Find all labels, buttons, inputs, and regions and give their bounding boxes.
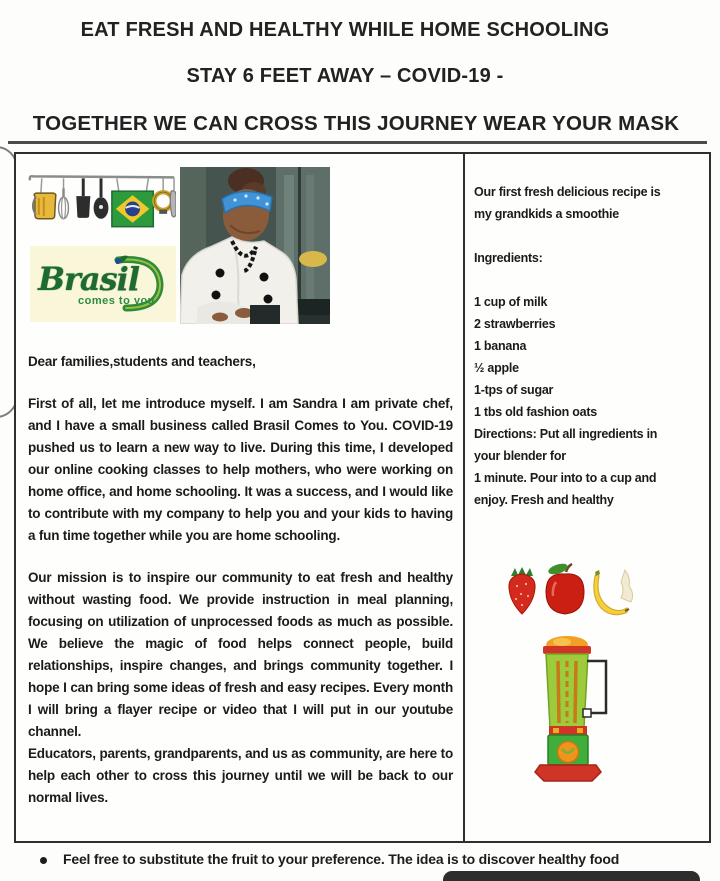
header-line-2: STAY 6 FEET AWAY – COVID-19 -	[186, 65, 504, 87]
strawberry-icon	[505, 566, 539, 618]
brasil-logo	[30, 246, 176, 322]
apple-icon	[544, 562, 586, 618]
directions-line: your blender for	[474, 449, 566, 463]
left-column	[16, 154, 465, 841]
recipe-intro-line: Our first fresh delicious recipe is	[474, 185, 661, 199]
ingredients-label: Ingredients:	[474, 251, 543, 265]
footer-note	[40, 851, 619, 867]
directions-line: Directions: Put all ingredients in	[474, 427, 658, 441]
blender-icon	[522, 631, 614, 785]
header-line-1: EAT FRESH AND HEALTHY WHILE HOME SCHOOLING	[80, 19, 610, 41]
banana-icon	[591, 568, 637, 618]
bullet-dot	[40, 857, 47, 864]
ingredient-item: 1-tps of sugar	[474, 383, 554, 397]
letter-text	[28, 351, 453, 809]
ingredient-item: ½ apple	[474, 361, 519, 375]
ingredient-item: 2 strawberries	[474, 317, 556, 331]
footer-note-text: Feel free to substitute the fruit to your preference. The idea is to discover healthy food	[63, 851, 620, 867]
logo-brand-text: Brasil	[38, 260, 139, 298]
header-line-3: TOGETHER WE CAN CROSS THIS JOURNEY WEAR YOUR MASK	[32, 112, 680, 135]
chef-photo	[180, 167, 330, 324]
letter-paragraph-3: Educators, parents, grandparents, and us as community, are here to help each other to cross this journey until we will be back to our normal lives.	[28, 746, 453, 805]
content-table	[14, 152, 711, 843]
directions-line: 1 minute. Pour into to a cup and	[474, 471, 657, 485]
ingredient-item: 1 banana	[474, 339, 527, 353]
letter-salutation: Dear families,students and teachers,	[28, 354, 256, 369]
fruit-images	[505, 562, 637, 618]
letter-paragraph-1: First of all, let me introduce myself. I am Sandra I am private chef, and I have a small business called Brasil Comes to You. COVID-19 pushed us to learn a new way to live. During this time, I developed our online cooking classes to help mothers, who were working on home office, and home schooling. It was a success, and I would like to contribute with my company to help you and your kids to having a fun time together while you are home schooling.	[28, 396, 453, 543]
letter-paragraph-2: Our mission is to inspire our community to eat fresh and healthy without wasting food. We provide instruction in meal planning, focusing on utilization of unprocessed foods as much as possible. We believe the magic of food helps connect people, build relationships, inspire changes, and brings community together. I hope I can bring some ideas of fresh and easy recipes. Every month I will bring a flayer recipe or video that I will put in our youtube channel.	[28, 570, 453, 739]
utensils-rack-image	[28, 170, 176, 238]
ingredient-item: 1 tbs old fashion oats	[474, 405, 597, 419]
right-column	[465, 154, 709, 841]
logo-tagline-text: comes to you	[78, 295, 155, 307]
ingredient-item: 1 cup of milk	[474, 295, 548, 309]
recipe-text	[465, 154, 709, 511]
bottom-cropped-bar	[443, 871, 700, 881]
directions-line: enjoy. Fresh and healthy	[474, 493, 614, 507]
recipe-intro-line: my grandkids a smoothie	[474, 207, 619, 221]
header-underline	[8, 141, 707, 144]
